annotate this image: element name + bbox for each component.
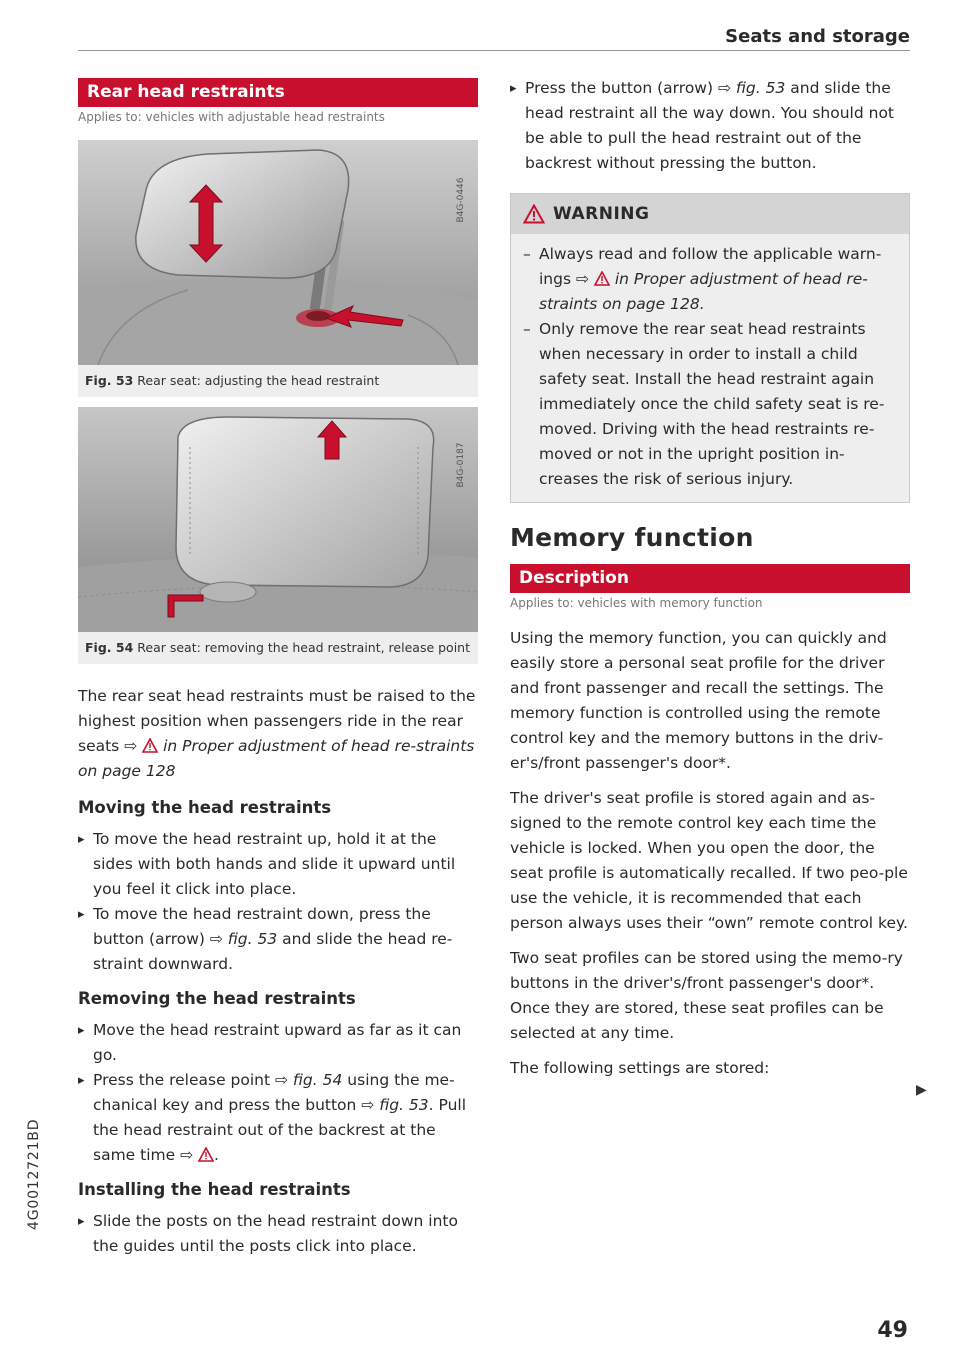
section-title: Seats and storage [725,26,910,47]
list-item [510,76,910,176]
step-text: . Pull the head restraint out of the backrest at the same time ⇨ [93,1096,467,1164]
step-text: and slide the head re-straint downward. [93,930,453,973]
figure-54-label: Fig. 54 [85,640,134,655]
memory-paragraph-4: The following settings are stored: [510,1059,770,1077]
list-item [523,242,897,317]
intro-text: The rear seat head restraints must be raised to the highest position when passengers ride in the rear seats ⇨ [78,687,476,755]
memory-function-title: Memory function [510,523,754,552]
step-text: Press the release point ⇨ [93,1071,288,1089]
list-item: ▸ Press the release point ⇨ fig. 54 using the me-chanical key and press the button ⇨ fig. 53. Pull the head restraint out of the backrest at the same time ⇨ . [78,1068,478,1168]
figure-53-code: B4G-0446 [456,177,466,223]
warning-body [511,234,909,502]
list-item [78,902,478,977]
page-number: 49 [877,1318,908,1343]
rear-head-restraints-heading: Rear head restraints [78,78,478,107]
memory-paragraph-2: The driver's seat profile is stored again and as-signed to the remote control key each time the vehicle is locked. When you open the door, the seat profile is automatically recalled. If two peo-ple use the vehicle, it is recommended that each person always uses their “own” remote control key. [510,789,908,932]
fig-54-link[interactable]: fig. 54 [292,1071,343,1089]
description-applies-to: Applies to: vehicles with memory function [510,596,763,610]
continue-arrow-icon: ▶ [916,1082,927,1098]
warning-header [511,194,909,234]
installing-steps [78,1209,478,1259]
warning-text: Always read and follow the applicable warn-ings ⇨ [539,245,882,288]
warning-cross-reference[interactable]: in Proper adjustment of head re-straints on page 128. [539,270,868,313]
document-code: 4G0012721BD [26,1118,42,1230]
fig-53-link[interactable]: fig. 53 [227,930,278,948]
step-text: Move the head restraint upward as far as it can go. [93,1021,462,1064]
step-text: and slide the head restraint all the way down. You should not be able to pull the head restraint out of the backrest without pressing the button. [525,79,895,172]
fig-53-link[interactable]: fig. 53 [735,79,786,97]
left-column [78,78,478,1259]
figure-53-caption [78,365,478,397]
list-item [523,317,897,492]
description-heading: Description [510,564,910,593]
step-text: To move the head restraint down, press the button (arrow) ⇨ [93,905,431,948]
right-column [510,76,910,1081]
warning-triangle-icon [523,204,545,224]
figure-54 [78,407,478,664]
warning-text: Only remove the rear seat head restraints when necessary in order to install a child safety seat. Install the head restraint again immediately once the child safety seat is re-moved. Driving with the head restraints re-moved or not in the upright position in-creases the risk of serious injury. [539,320,885,488]
figure-53-label: Fig. 53 [85,373,134,388]
memory-paragraph-1: Using the memory function, you can quickly and easily store a personal seat profile for the driver and front passenger and recall the settings. The memory function is controlled using the remote control key and the memory buttons in the driv-er's/front passenger's door*. [510,629,887,772]
installing-head-restraints-title: Installing the head restraints [78,1180,351,1199]
intro-cross-reference[interactable]: in Proper adjustment of head re-straints on page 128 [78,737,475,780]
applies-to-note: Applies to: vehicles with adjustable head restraints [78,110,385,124]
figure-54-code: B4G-0187 [456,442,466,488]
step-text: using the me-chanical key and press the button ⇨ [93,1071,455,1114]
intro-paragraph [78,684,478,784]
figure-54-caption-text: Rear seat: removing the head restraint, release point [137,640,470,655]
warning-triangle-icon[interactable] [198,1147,214,1162]
header-rule [78,50,910,51]
list-item [78,1209,478,1259]
list-item [78,827,478,902]
warning-box [510,193,910,503]
step-text: Slide the posts on the head restraint down into the guides until the posts click into place. [93,1212,458,1255]
list-item [78,1018,478,1068]
head-restraint-remove-illustration [78,407,478,632]
memory-paragraph-3: Two seat profiles can be stored using the memo-ry buttons in the driver's/front passenger's door*. Once they are stored, these seat profiles can be selected at any time. [510,949,903,1042]
figure-53 [78,140,478,397]
warning-triangle-icon [594,271,610,286]
warning-title: WARNING [553,204,650,224]
removing-steps [78,1018,478,1168]
figure-54-caption [78,632,478,664]
moving-head-restraints-title: Moving the head restraints [78,798,332,817]
figure-53-caption-text: Rear seat: adjusting the head restraint [137,373,380,388]
warning-triangle-icon [142,738,158,753]
head-restraint-adjust-illustration [78,140,478,365]
step-text: To move the head restraint up, hold it at the sides with both hands and slide it upward until you feel it click into place. [93,830,456,898]
step-text: Press the button (arrow) ⇨ [525,79,731,97]
fig-53-link[interactable]: fig. 53 [379,1096,429,1114]
press-button-step [510,76,910,176]
moving-steps [78,827,478,977]
removing-head-restraints-title: Removing the head restraints [78,989,356,1008]
